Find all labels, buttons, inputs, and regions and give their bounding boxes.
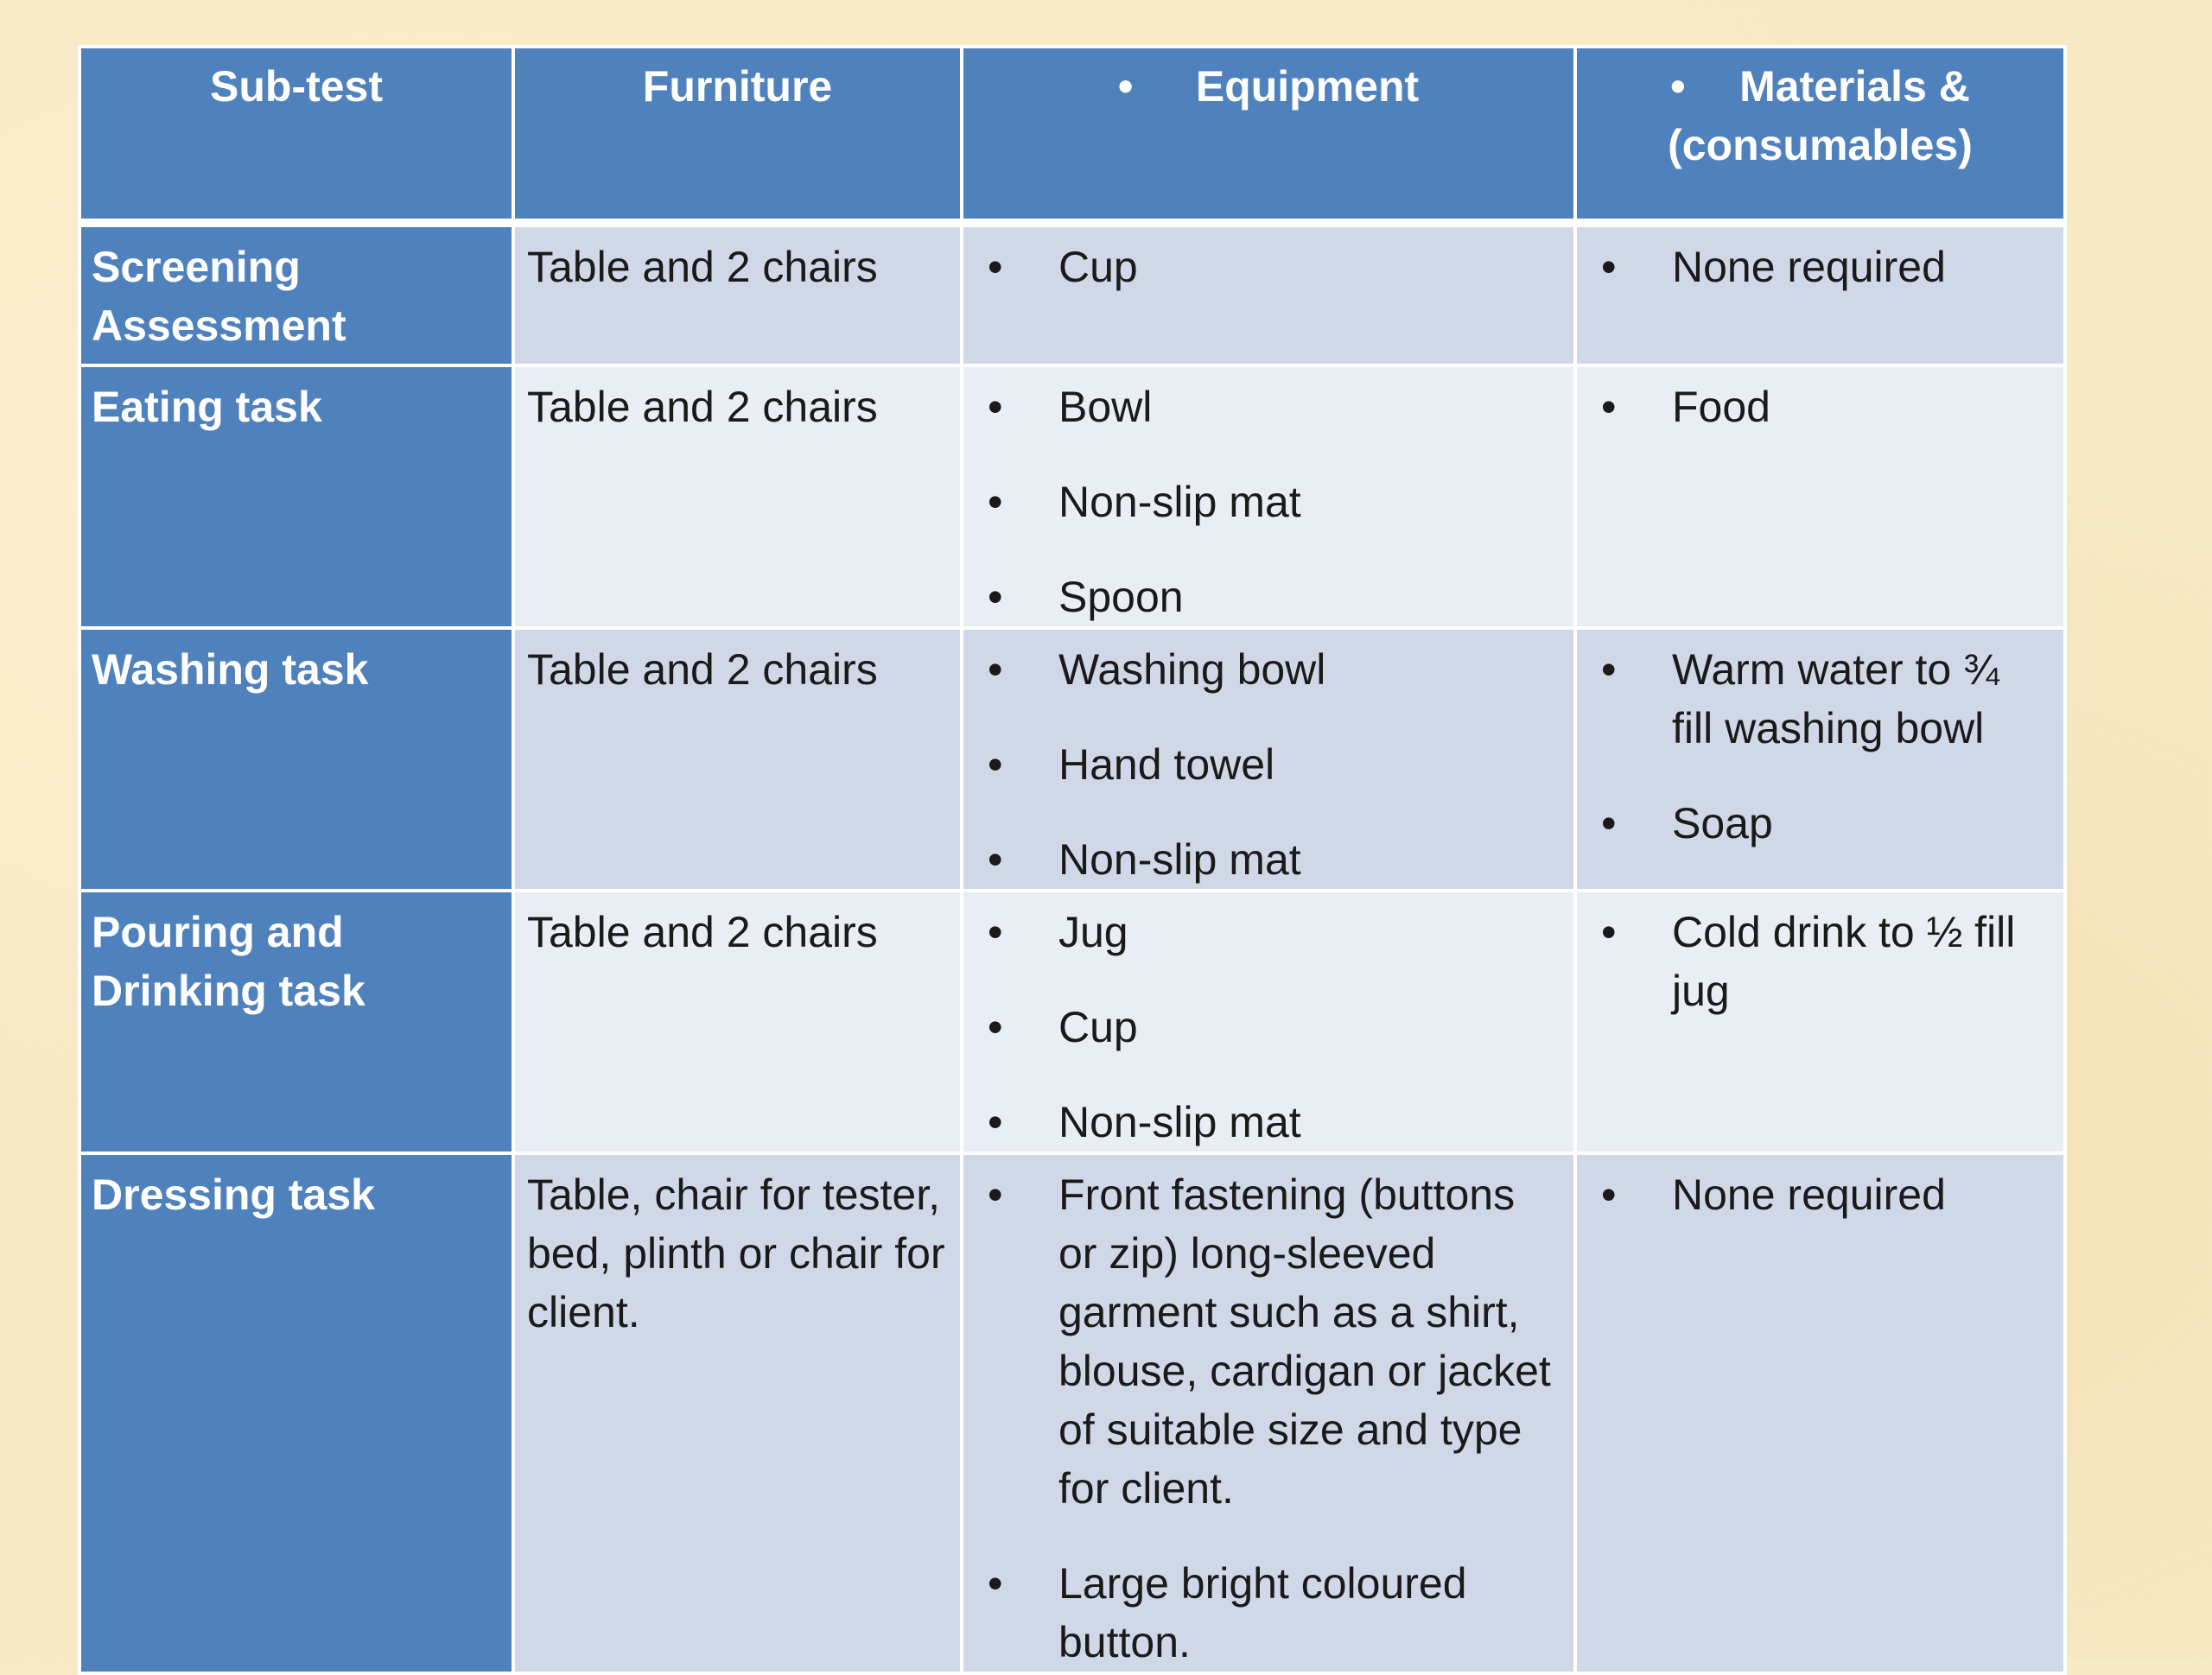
materials-cell [1575,628,2065,891]
materials-list [1589,238,2051,296]
equipment-list [976,238,1561,296]
list-item: • Soap [1589,794,2051,853]
list-item: • Non-slip mat [976,830,1561,889]
equipment-cell [962,891,1575,1153]
bullet-icon: • [1601,1171,1617,1219]
header-subtest: Sub-test [79,47,513,223]
bullet-icon: • [988,1098,1003,1146]
bullet-icon: • [1601,645,1617,694]
list-item: • Cup [976,998,1561,1056]
table-row [79,1153,2065,1673]
subtest-cell: Dressing task [79,1153,513,1673]
materials-cell [1575,223,2065,365]
bullet-icon: • [1601,243,1617,291]
furniture-cell: Table and 2 chairs [513,628,962,891]
list-item: • Large bright coloured button. [976,1554,1561,1672]
bullet-icon: • [1117,62,1134,111]
list-item: • Cup [976,238,1561,296]
list-item: • Washing bowl [976,640,1561,699]
materials-cell [1575,891,2065,1153]
subtest-cell: Screening Assessment [79,223,513,365]
bullet-icon: • [988,573,1003,621]
bullet-icon: • [988,1559,1003,1608]
subtest-cell: Eating task [79,365,513,628]
bullet-icon: • [988,645,1003,694]
table-row [79,365,2065,628]
materials-list [1589,378,2051,436]
list-item: • Cold drink to ½ fill jug [1589,903,2051,1020]
header-materials: • Materials & (consumables) [1575,47,2065,223]
list-item: • Spoon [976,568,1561,626]
table-row [79,891,2065,1153]
bullet-icon: • [988,740,1003,789]
equipment-list [976,378,1561,626]
materials-list [1589,903,2051,1020]
bullet-icon: • [988,1171,1003,1219]
subtest-cell: Pouring and Drinking task [79,891,513,1153]
list-item: • Non-slip mat [976,1093,1561,1152]
materials-cell [1575,365,2065,628]
equipment-cell [962,365,1575,628]
table-row [79,628,2065,891]
furniture-cell: Table and 2 chairs [513,223,962,365]
bullet-icon: • [1601,383,1617,431]
list-item: • None required [1589,238,2051,296]
list-item: • Warm water to ¾ fill washing bowl [1589,640,2051,758]
table-row [79,223,2065,365]
materials-list [1589,640,2051,853]
list-item: • Jug [976,903,1561,961]
bullet-icon: • [988,243,1003,291]
list-item: • Food [1589,378,2051,436]
materials-table [78,45,2067,1675]
header-furniture: Furniture [513,47,962,223]
equipment-cell [962,1153,1575,1673]
subtest-cell: Washing task [79,628,513,891]
bullet-icon: • [1601,908,1617,956]
bullet-icon: • [988,383,1003,431]
equipment-list [976,640,1561,889]
list-item: • Non-slip mat [976,473,1561,531]
materials-cell [1575,1153,2065,1673]
equipment-list [976,903,1561,1152]
header-row [79,47,2065,223]
header-equipment: • Equipment [962,47,1575,223]
list-item: • None required [1589,1165,2051,1224]
equipment-list [976,1165,1561,1672]
bullet-icon: • [988,478,1003,526]
list-item: • Hand towel [976,735,1561,794]
bullet-icon: • [1670,62,1686,111]
bullet-icon: • [988,908,1003,956]
furniture-cell: Table, chair for tester, bed, plinth or chair for client. [513,1153,962,1673]
bullet-icon: • [988,1003,1003,1051]
equipment-cell [962,628,1575,891]
furniture-cell: Table and 2 chairs [513,365,962,628]
equipment-cell [962,223,1575,365]
bullet-icon: • [1601,799,1617,847]
bullet-icon: • [988,835,1003,884]
list-item: • Front fastening (buttons or zip) long-sleeved garment such as a shirt, blouse, cardigan or jacket of suitable size and type for client. [976,1165,1561,1518]
list-item: • Bowl [976,378,1561,436]
furniture-cell: Table and 2 chairs [513,891,962,1153]
materials-list [1589,1165,2051,1224]
